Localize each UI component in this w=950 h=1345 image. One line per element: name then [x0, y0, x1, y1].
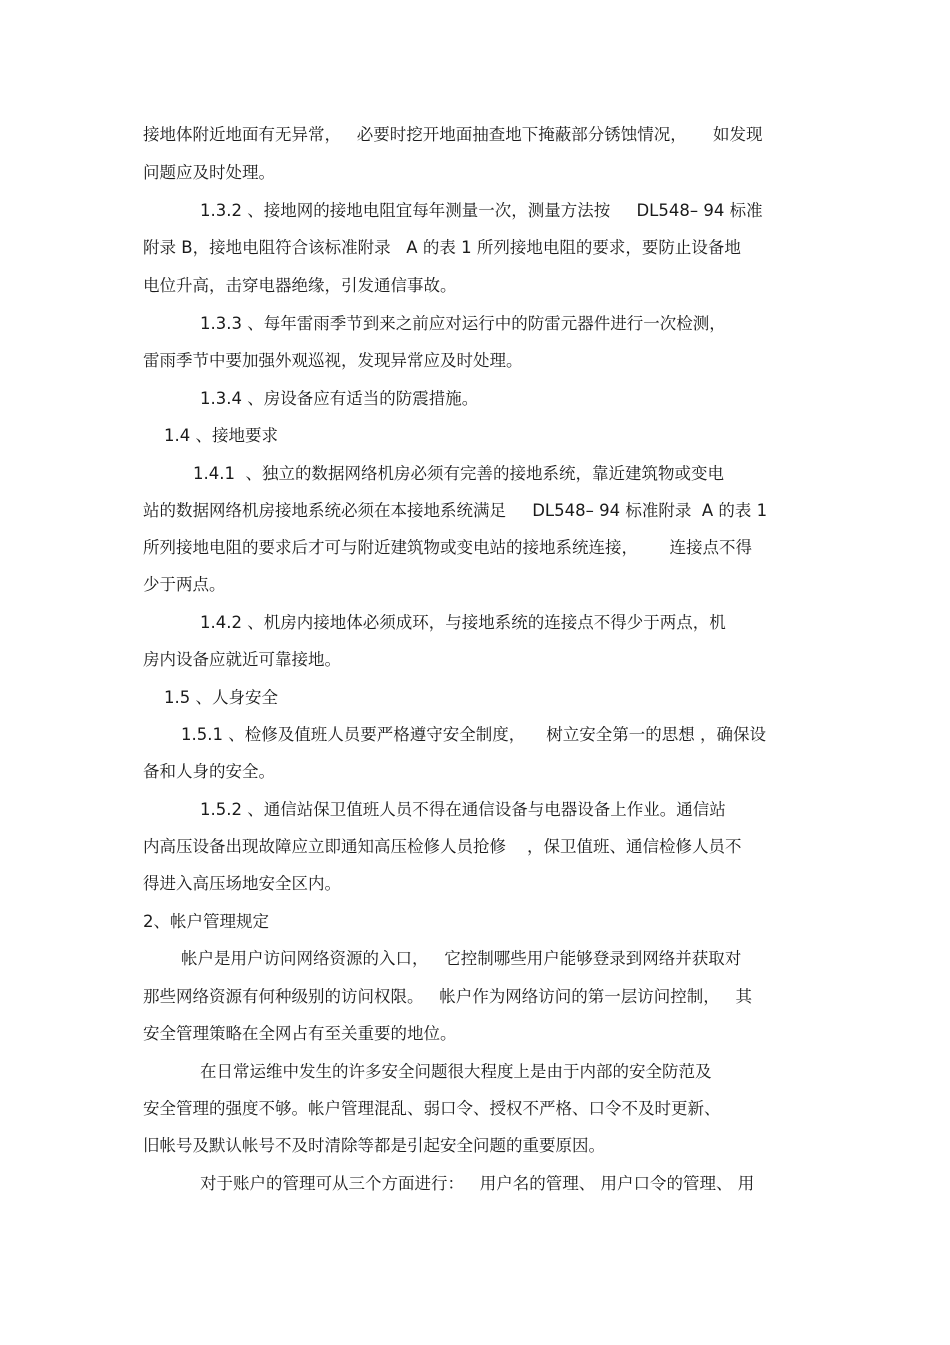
text-line: 附录 B，接地电阻符合该标准附录 A 的表 1 所列接地电阻的要求，要防止设备地	[143, 238, 741, 257]
text-line: 安全管理的强度不够。帐户管理混乱、弱口令、授权不严格、口令不及时更新、	[143, 1099, 721, 1118]
text-line: 安全管理策略在全网占有至关重要的地位。	[143, 1024, 457, 1043]
text-line: 1.5.1 、检修及值班人员要严格遵守安全制度， 树立安全第一的思想 ，确保设	[181, 725, 766, 744]
text-line: 雷雨季节中要加强外观巡视，发现异常应及时处理。	[143, 351, 523, 370]
text-line: 所列接地电阻的要求后才可与附近建筑物或变电站的接地系统连接， 连接点不得	[143, 538, 752, 557]
text-line: 内高压设备出现故障应立即通知高压检修人员抢修 ，保卫值班、通信检修人员不	[143, 837, 742, 856]
text-line: 旧帐号及默认帐号不及时清除等都是引起安全问题的重要原因。	[143, 1136, 605, 1155]
text-line: 问题应及时处理。	[143, 163, 275, 182]
text-line: 电位升高，击穿电器绝缘，引发通信事故。	[143, 276, 457, 295]
text-line: 房内设备应就近可靠接地。	[143, 650, 341, 669]
text-line: 在日常运维中发生的许多安全问题很大程度上是由于内部的安全防范及	[200, 1062, 712, 1081]
text-line: 站的数据网络机房接地系统必须在本接地系统满足 DL548– 94 标准附录 A 的表 1	[143, 501, 768, 520]
section-heading: 2、帐户管理规定	[143, 912, 269, 931]
text-line: 接地体附近地面有无异常， 必要时挖开地面抽查地下掩蔽部分锈蚀情况， 如发现	[143, 125, 763, 144]
text-line: 1.4.1 、独立的数据网络机房必须有完善的接地系统，靠近建筑物或变电	[193, 464, 724, 483]
section-heading: 1.5 、人身安全	[164, 688, 278, 707]
text-line: 备和人身的安全。	[143, 762, 275, 781]
text-line: 帐户是用户访问网络资源的入口， 它控制哪些用户能够登录到网络并获取对	[181, 949, 742, 968]
text-line: 1.3.3 、每年雷雨季节到来之前应对运行中的防雷元器件进行一次检测，	[200, 314, 726, 333]
section-heading: 1.4 、接地要求	[164, 426, 278, 445]
text-line: 1.4.2 、机房内接地体必须成环，与接地系统的连接点不得少于两点，机	[200, 613, 726, 632]
text-line: 1.3.2 、接地网的接地电阻宜每年测量一次，测量方法按 DL548– 94 标准	[200, 201, 763, 220]
text-line: 1.3.4 、房设备应有适当的防震措施。	[200, 389, 479, 408]
text-line: 对于账户的管理可从三个方面进行： 用户名的管理、 用户口令的管理、 用	[200, 1174, 755, 1193]
text-line: 那些网络资源有何种级别的访问权限。 帐户作为网络访问的第一层访问控制， 其	[143, 987, 752, 1006]
text-line: 得进入高压场地安全区内。	[143, 874, 341, 893]
text-line: 1.5.2 、通信站保卫值班人员不得在通信设备与电器设备上作业。通信站	[200, 800, 726, 819]
text-line: 少于两点。	[143, 575, 226, 594]
